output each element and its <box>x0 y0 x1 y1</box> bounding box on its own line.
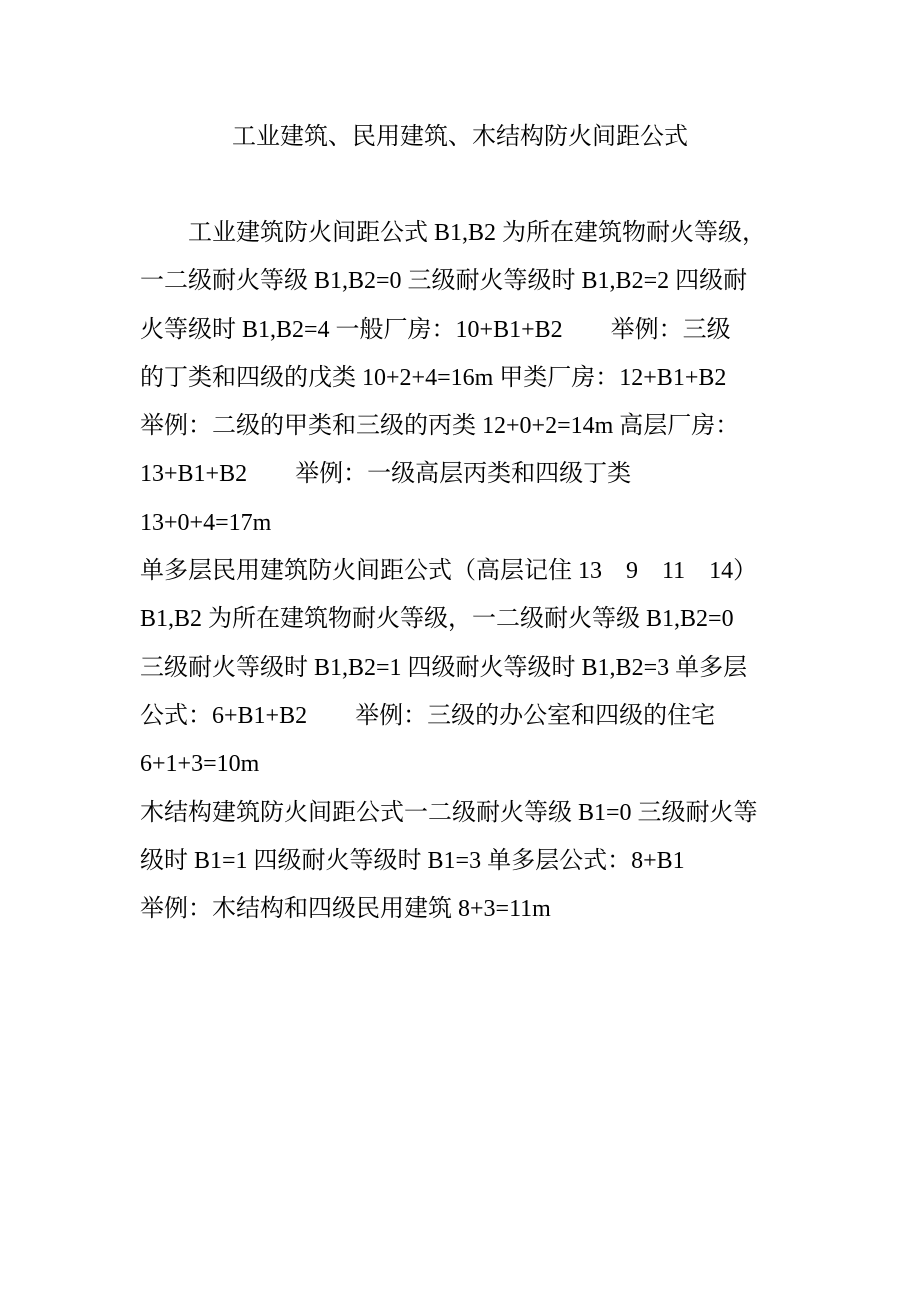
text-line: 13+B1+B2 举例：一级高层丙类和四级丁类 <box>140 461 632 488</box>
text-line: 一二级耐火等级 B1,B2=0 三级耐火等级时 B1,B2=2 四级耐 <box>140 268 748 295</box>
text-line: 工业建筑防火间距公式 B1,B2 为所在建筑物耐火等级， <box>188 220 767 246</box>
text-line: 级时 B1=1 四级耐火等级时 B1=3 单多层公式：8+B1 <box>140 847 685 874</box>
text-line: 三级耐火等级时 B1,B2=1 四级耐火等级时 B1,B2=3 单多层 <box>140 654 748 681</box>
document-title: 工业建筑、民用建筑、木结构防火间距公式 <box>232 124 688 150</box>
text-line: 公式：6+B1+B2 举例：三级的办公室和四级的住宅 <box>140 702 716 729</box>
text-line: 单多层民用建筑防火间距公式（高层记住 13 9 11 14） <box>140 558 758 585</box>
text-line: 6+1+3=10m <box>140 751 260 778</box>
text-line: 举例：二级的甲类和三级的丙类 12+0+2=14m 高层厂房： <box>140 413 740 440</box>
text-line: 13+0+4=17m <box>140 509 272 536</box>
text-line: 火等级时 B1,B2=4 一般厂房：10+B1+B2 举例：三级 <box>140 316 731 343</box>
text-line: 举例：木结构和四级民用建筑 8+3=11m <box>140 896 551 923</box>
text-line: B1,B2 为所在建筑物耐火等级，一二级耐火等级 B1,B2=0 <box>140 606 734 633</box>
document-body <box>140 216 780 940</box>
text-line: 的丁类和四级的戊类 10+2+4=16m 甲类厂房：12+B1+B2 <box>140 364 727 391</box>
text-line: 木结构建筑防火间距公式一二级耐火等级 B1=0 三级耐火等 <box>140 799 758 826</box>
